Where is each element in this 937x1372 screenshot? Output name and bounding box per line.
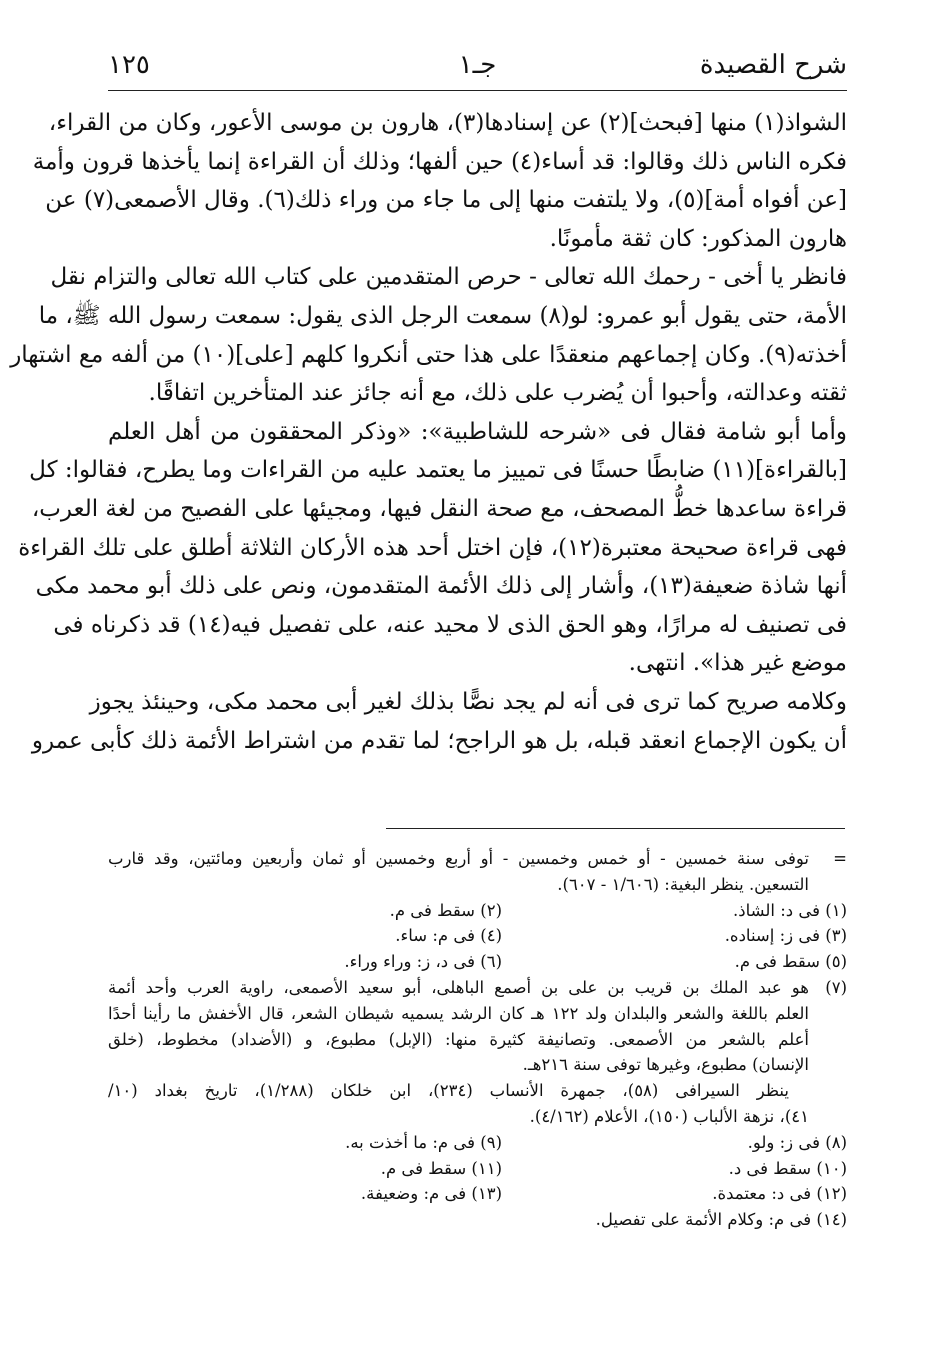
text-line: قراءة ساعدها خطُّ المصحف، مع صحة النقل فيها، ومجيئها على الفصيح من لغة العرب، xyxy=(31,495,847,522)
page-number: ١٢٥ xyxy=(108,50,150,80)
text-line: أن يكون الإجماع انعقد قبله، بل هو الراجح؛ لما تقدم من اشتراط الأئمة ذلك كأبى عمرو xyxy=(31,727,847,754)
footnote-1: (١) فى د: الشاذ. xyxy=(733,900,847,920)
footnote-separator xyxy=(386,828,845,829)
text-line: [عن أفواه أمة](٥)، ولا يلتفت منها إلى ما جاء من وراء ذلك(٦). وقال الأصمعى(٧) عن xyxy=(45,187,847,214)
footnote-5: (٥) سقط فى م. xyxy=(734,952,847,972)
text-line: فهى قراءة صحيحة معتبرة(١٢)، فإن اختل أحد هذه الأركان الثلاثة أطلق على تلك القراءة xyxy=(18,534,847,561)
text-line: [بالقراءة](١١) ضابطًا حسنًا فى تمييز ما يعتمد عليه من القراءات وما يطرح، فقالوا: كل xyxy=(29,457,847,484)
footnote-marker: = xyxy=(833,849,847,868)
footnote-7-ref-line xyxy=(108,1078,847,1104)
footnote-pair xyxy=(108,1130,847,1156)
footnote-text: توفى سنة خمسين - أو خمس وخمسين - أو أربع وخمسين أو ثمان وأربعين ومائتين، وقد قارب xyxy=(108,849,809,868)
footnote-pair xyxy=(108,898,847,924)
footnote-11: (١١) سقط فى م. xyxy=(380,1158,502,1178)
main-text xyxy=(10,104,847,760)
text-line: وكلامه صريح كما ترى فى أنه لم يجد نصًّا بذلك لغير أبى محمد مكى، وحينئذ يجوز xyxy=(89,688,847,715)
text-line: فانظر يا أخى - رحمك الله تعالى - حرص المتقدمين على كتاب الله تعالى والتزام نقل xyxy=(50,264,847,291)
text-line: موضع غير هذا». انتهى. xyxy=(628,650,847,677)
footnote-text: ٤١)، نزهة الألباب (١٥٠)، الأعلام (٤/١٦٢). xyxy=(529,1106,809,1126)
volume-label: جـ١ xyxy=(458,50,497,80)
text-line: أنها شاذة ضعيفة(١٣)، وأشار إلى ذلك الأئمة المتقدمون، ونص على ذلك أبو محمد مكى xyxy=(35,573,847,600)
footnotes xyxy=(108,846,847,1233)
footnote-text: التسعين. ينظر البغية: (١/٦٠٦ - ٦٠٧). xyxy=(557,874,809,894)
footnote-13: (١٣) فى م: وضعيفة. xyxy=(360,1184,502,1204)
text-line: أخذته(٩). وكان إجماعهم منعقدًا على هذا حتى أنكروا كلهم [على](١٠) من ألفه مع اشتهار xyxy=(10,341,847,368)
footnote-text: الإنسان) مطبوع، وغيرها توفى سنة ٢١٦هـ. xyxy=(522,1055,809,1075)
footnote-text: ينظر السيرافى (٥٨)، جمهرة الأنساب (٢٣٤)، ابن خلكان (١/٢٨٨)، تاريخ بغداد (١٠/ xyxy=(108,1081,789,1101)
text-line: وأما أبو شامة فقال فى «شرحه للشاطبية»: «وذكر المحققون من أهل العلم xyxy=(108,418,847,445)
text-line: هارون المذكور: كان ثقة مأمونًا. xyxy=(549,225,847,252)
footnote-pair xyxy=(108,923,847,949)
footnote-text: أعلم بالشعر من الأصمعى. وتصانيفة كثيرة منها: (الإبل) مطبوع، و (الأضداد) مخطوط، (خلق xyxy=(108,1029,809,1049)
footnote-7-line xyxy=(108,1027,847,1053)
footnote-pair xyxy=(108,1181,847,1207)
footnote-6: (٦) فى د، ز: وراء وراء. xyxy=(344,952,502,972)
footnote-2: (٢) سقط فى م. xyxy=(389,900,502,920)
footnote-pair xyxy=(108,949,847,975)
footnote-10: (١٠) سقط فى د. xyxy=(728,1158,847,1178)
footnote-marker: (٧) xyxy=(825,977,847,997)
footnote-8: (٨) فى ز: ولو. xyxy=(747,1132,847,1152)
footnote-7-ref-line xyxy=(108,1104,847,1130)
text-line: ثقته وعدالته، وأحبوا أن يُضرب على ذلك، مع أنه جائز عند المتأخرين اتفاقًا. xyxy=(148,380,847,407)
footnote-14: (١٤) فى م: وكلام الأئمة على تفصيل. xyxy=(595,1210,847,1230)
footnote-7-line xyxy=(108,1001,847,1027)
text-line: الشواذ(١) منها [فبحث](٢) عن إسنادها(٣)، هارون بن موسى الأعور، وكان من القراء، xyxy=(48,110,847,136)
footnote-line xyxy=(108,846,847,872)
running-header xyxy=(108,46,847,91)
text-line: فى تصنيف له مرارًا، وهو الحق الذى لا محيد عنه، على تفصيل فيه(١٤) قد ذكرناه فى xyxy=(53,611,847,638)
footnote-7-line xyxy=(108,975,847,1001)
footnote-4: (٤) فى م: ساء. xyxy=(395,926,502,946)
footnote-text: العلم باللغة والشعر والبلدان ولد ١٢٢ هـ كان الرشد يسميه شيطان الشعر، قال الأخفش ما رأينا أحدًا xyxy=(108,1003,809,1023)
footnote-7-line xyxy=(108,1052,847,1078)
footnote-pair xyxy=(108,1156,847,1182)
footnote-3: (٣) فى ز: إسناده. xyxy=(724,926,847,946)
running-title: شرح القصيدة xyxy=(699,50,847,80)
text-line: الأمة، حتى يقول أبو عمرو: لو(٨) سمعت الرجل الذى يقول: سمعت رسول الله ﷺ، ما xyxy=(38,302,847,329)
footnote-line xyxy=(108,1207,847,1233)
footnote-line xyxy=(108,872,847,898)
footnote-12: (١٢) فى د: معتمدة. xyxy=(712,1184,847,1204)
text-line: فكره الناس ذلك وقالوا: قد أساء(٤) حين ألفها؛ وذلك أن القراءة إنما يأخذها قرون وأمة xyxy=(32,148,847,175)
footnote-9: (٩) فى م: ما أخذت به. xyxy=(345,1132,502,1152)
footnote-text: هو عبد الملك بن قريب بن على بن أصمع الباهلى، أبو سعيد الأصمعى، راوية العرب وأحد أئمة xyxy=(108,977,809,997)
